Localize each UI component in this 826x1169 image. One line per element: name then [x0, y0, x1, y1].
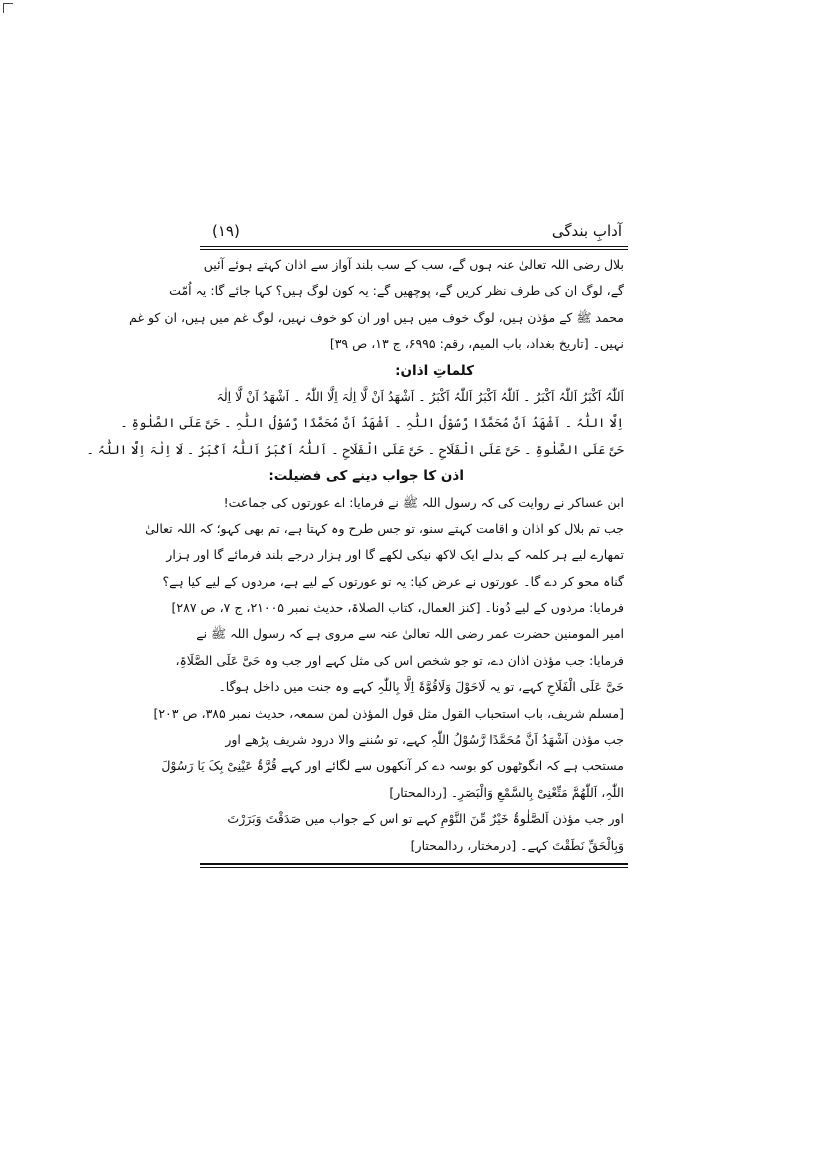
- text-line: نہیں۔ [تاریخ بغداد، باب المیم، رقم: ۶۹۹۵، ج ۱۳، ص ۳۹]: [329, 336, 624, 352]
- page-number: (۱۹): [212, 222, 240, 240]
- footer-rule: [200, 863, 628, 868]
- running-title: آدابِ بندگی: [551, 222, 622, 240]
- adhan-line: اَللّٰہُ اَکْبَرُ اَللّٰہُ اَکْبَرُ ۔ اَللّٰہُ اَکْبَرُ اَللّٰہُ اَکْبَرُ ۔ اَشْھَدُ اَنْ لَّا اِلٰہَ اِلَّا اللّٰہُ ۔ اَشْھَدُ اَنْ لَّا اِلٰہَ: [216, 388, 624, 404]
- page-header: [200, 212, 628, 246]
- text-line: حَیَّ عَلَی الْفَلَاحِ کہے، تو یہ لَاحَوْلَ وَلَاقُوَّۃَ اِلَّا بِاللّٰہِ کہے وہ جنت میں داخل ہوگا۔: [218, 679, 624, 695]
- text-line: گناہ محو کر دے گا۔ عورتوں نے عرض کیا: یہ تو عورتوں کے لیے ہے، مردوں کے لیے کیا ہے؟: [162, 573, 624, 589]
- text-line: اور جب مؤذن اَلصَّلٰوۃُ خَیْرٌ مِّنَ النَّوْمِ کہے تو اس کے جواب میں صَدَقْتَ وَبَرَرْتَ: [227, 811, 624, 827]
- section-heading-virtue: اذن کا جواب دینے کی فضیلت:: [268, 468, 464, 485]
- text-line: فرمایا: جب مؤذن اذان دے، تو جو شخص اس کی مثل کہے اور جب وہ حَیَّ عَلَی الصَّلَاۃِ،: [175, 652, 624, 668]
- text-line: تمھارے لیے ہر کلمہ کے بدلے ایک لاکھ نیکی لکھے گا اور ہزار درجے بلند فرمائے گا اور ہزار: [166, 547, 624, 563]
- book-page: [86, 212, 628, 972]
- text-line: امیر المومنین حضرت عمر رضی اللہ تعالیٰ عنہ سے مروی ہے کہ رسول اللہ ﷺ نے: [196, 626, 624, 642]
- text-line: جب مؤذن اَشْھَدُ اَنَّ مُحَمَّدًا رَّسُوْلُ اللّٰہِ کہے، تو سُننے والا درود شریف پڑھے اور: [225, 732, 624, 748]
- text-line: گے، لوگ ان کی طرف نظر کریں گے، پوچھیں گے: یہ کون لوگ ہیں؟ کہا جائے گا: یہ اُمّت: [169, 283, 624, 299]
- section-heading-adhan: کلماتِ اذان:: [395, 362, 474, 379]
- text-line: جب تم بلال کو اذان و اقامت کہتے سنو، تو جس طرح وہ کہتا ہے، تم بھی کہو؛ کہ اللہ تعالیٰ: [145, 520, 624, 536]
- text-line: وَبِالْحَقِّ نَطَقْتَ کہے۔ [درمختار، ردالمحتار]: [410, 837, 624, 853]
- text-line: بلال رضی اللہ تعالیٰ عنہ ہوں گے، سب کے سب بلند آواز سے اذان کہتے ہوئے آئیں: [203, 257, 624, 272]
- adhan-line: اِلَّا اللّٰہُ ۔ اَشْھَدُ اَنَّ مُحَمَّدًا رَّسُوْلُ اللّٰہِ ۔ اَشْھَدُ اَنَّ مُحَمَّدًا رَّسُوْلُ اللّٰہِ ۔ حَیَّ عَلَی الصَّلٰوۃِ ۔: [120, 415, 624, 431]
- text-line: [مسلم شریف، باب استحباب القول مثل قول المؤذن لمن سمعہ، حدیث نمبر ۳۸۵، ص ۲۰۳]: [153, 705, 624, 721]
- page-body: [86, 250, 628, 859]
- text-line: مستحب ہے کہ انگوٹھوں کو بوسہ دے کر آنکھوں سے لگائے اور کہے قُرَّۃُ عَیْنِیْ بِکَ یَا رَسُوْلَ: [161, 758, 624, 774]
- scan-corner-mark: [3, 3, 13, 13]
- adhan-line: حَیَّ عَلَی الصَّلٰوۃِ ۔ حَیَّ عَلَی الْفَلَاحِ ۔ حَیَّ عَلَی الْفَلَاحِ ۔ اَللّٰہُ اَکْبَرُ اَللّٰہُ اَکْبَرُ ۔ لَا اِلٰہَ اِلَّا اللّٰہُ ۔: [86, 441, 624, 457]
- text-line: محمد ﷺ کے مؤذن ہیں، لوگ خوف میں ہیں اور ان کو خوف نہیں، لوگ غم میں ہیں، ان کو غم: [129, 309, 624, 325]
- text-line: اللّٰہِ، اَللّٰھُمَّ مَتِّعْنِیْ بِالسَّمْعِ وَالْبَصَرِ۔ [ردالمحتار]: [389, 784, 624, 800]
- text-line: ابن عساکر نے روایت کی کہ رسول اللہ ﷺ نے فرمایا: اے عورتوں کی جماعت!: [223, 494, 624, 510]
- text-line: فرمایا: مردوں کے لیے دُونا۔ [کنز العمال، کتاب الصلاۃ، حدیث نمبر ۲۱۰۰۵، ج ۷، ص ۲۸۷]: [171, 600, 624, 616]
